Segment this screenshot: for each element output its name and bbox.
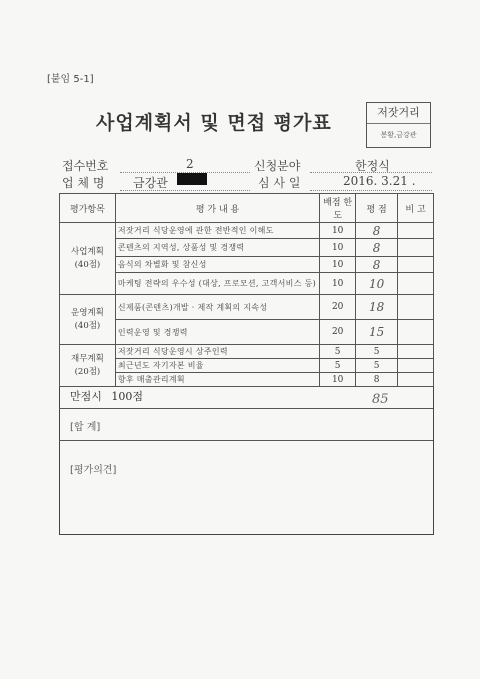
criteria-text: 인력운영 및 경쟁력 [115,320,319,345]
criteria-text: 최근년도 자기자본 비율 [115,359,319,373]
limit-value: 5 [320,345,356,359]
category-points: (40점) [74,320,101,331]
header-score: 평 점 [356,194,398,223]
table-row [60,273,434,295]
note-cell [398,257,434,273]
limit-value: 10 [320,273,356,295]
receipt-value: 2 [186,157,194,171]
category-name: 사업계획 [71,246,104,257]
score-value: 15 [356,320,398,345]
company-label: 업 체 명 [62,176,105,190]
evaluation-table [59,193,434,387]
redaction-bar [177,173,207,185]
table-row [60,239,434,257]
category-points: (40점) [74,259,101,270]
page-title: 사업계획서 및 면접 평가표 [96,112,332,134]
total-row [70,388,143,404]
table-row [60,359,434,373]
category-name: 재무계획 [71,353,104,364]
category-name: 운영계획 [71,307,104,318]
header-content: 평 가 내 용 [115,194,319,223]
score-value: 18 [356,295,398,320]
date-underline [310,190,432,191]
header-category: 평가항목 [60,194,116,223]
limit-value: 20 [320,320,356,345]
criteria-text: 음식의 차별화 및 참신성 [115,257,319,273]
total-value: 100점 [111,390,144,403]
limit-value: 5 [320,359,356,373]
note-cell [398,320,434,345]
field-label: 신청분야 [254,159,301,173]
criteria-text: 콘텐츠의 지역성, 상품성 및 경쟁력 [115,239,319,257]
limit-value: 20 [320,295,356,320]
note-cell [398,295,434,320]
sum-section-label: [합 계] [70,422,101,433]
table-row [60,257,434,273]
note-cell [398,223,434,239]
date-value: 2016. 3.21 . [343,174,416,188]
score-value: 5 [356,345,398,359]
limit-value: 10 [320,239,356,257]
stamp-bottom-text: 봉황,금강관 [380,131,417,139]
date-label: 심 사 일 [258,176,301,190]
category-finance [60,345,116,387]
score-value: 8 [356,257,398,273]
company-value: 금강관 [133,176,168,190]
table-row [60,320,434,345]
note-cell [398,359,434,373]
criteria-text: 신제품(콘텐츠)개발 · 제작 계획의 지속성 [115,295,319,320]
table-row [60,295,434,320]
limit-value: 10 [320,373,356,387]
criteria-text: 저잣거리 식당운영시 상주인력 [115,345,319,359]
table-row [60,373,434,387]
divider [59,440,433,441]
category-points: (20점) [74,366,101,377]
score-value: 8 [356,223,398,239]
table-row [60,345,434,359]
note-cell [398,373,434,387]
company-underline [120,190,250,191]
criteria-text: 향후 매출관리계획 [115,373,319,387]
score-value: 8 [356,239,398,257]
score-value: 8 [356,373,398,387]
field-value: 한정식 [355,159,390,173]
limit-value: 10 [320,257,356,273]
score-value: 10 [356,273,398,295]
header-note: 비 고 [398,194,434,223]
divider [59,408,433,409]
approval-stamp [366,102,431,148]
total-label: 만점시 [70,390,102,403]
opinion-section-label: [평가의견] [70,465,117,476]
field-underline [310,172,432,173]
receipt-label: 접수번호 [62,159,109,173]
stamp-top-text: 저잣거리 [367,103,430,124]
note-cell [398,273,434,295]
criteria-text: 저잣거리 식당운영에 관한 전반적인 이해도 [115,223,319,239]
note-cell [398,239,434,257]
note-cell [398,345,434,359]
criteria-text: 마케팅 전략의 우수성 (대상, 프로모션, 고객서비스 등) [115,273,319,295]
score-value: 5 [356,359,398,373]
category-business [60,223,116,295]
header-limit: 배점 한도 [320,194,356,223]
table-row [60,223,434,239]
total-score: 85 [372,392,389,407]
limit-value: 10 [320,223,356,239]
category-operation [60,295,116,345]
attachment-label: [붙임 5-1] [47,74,94,85]
